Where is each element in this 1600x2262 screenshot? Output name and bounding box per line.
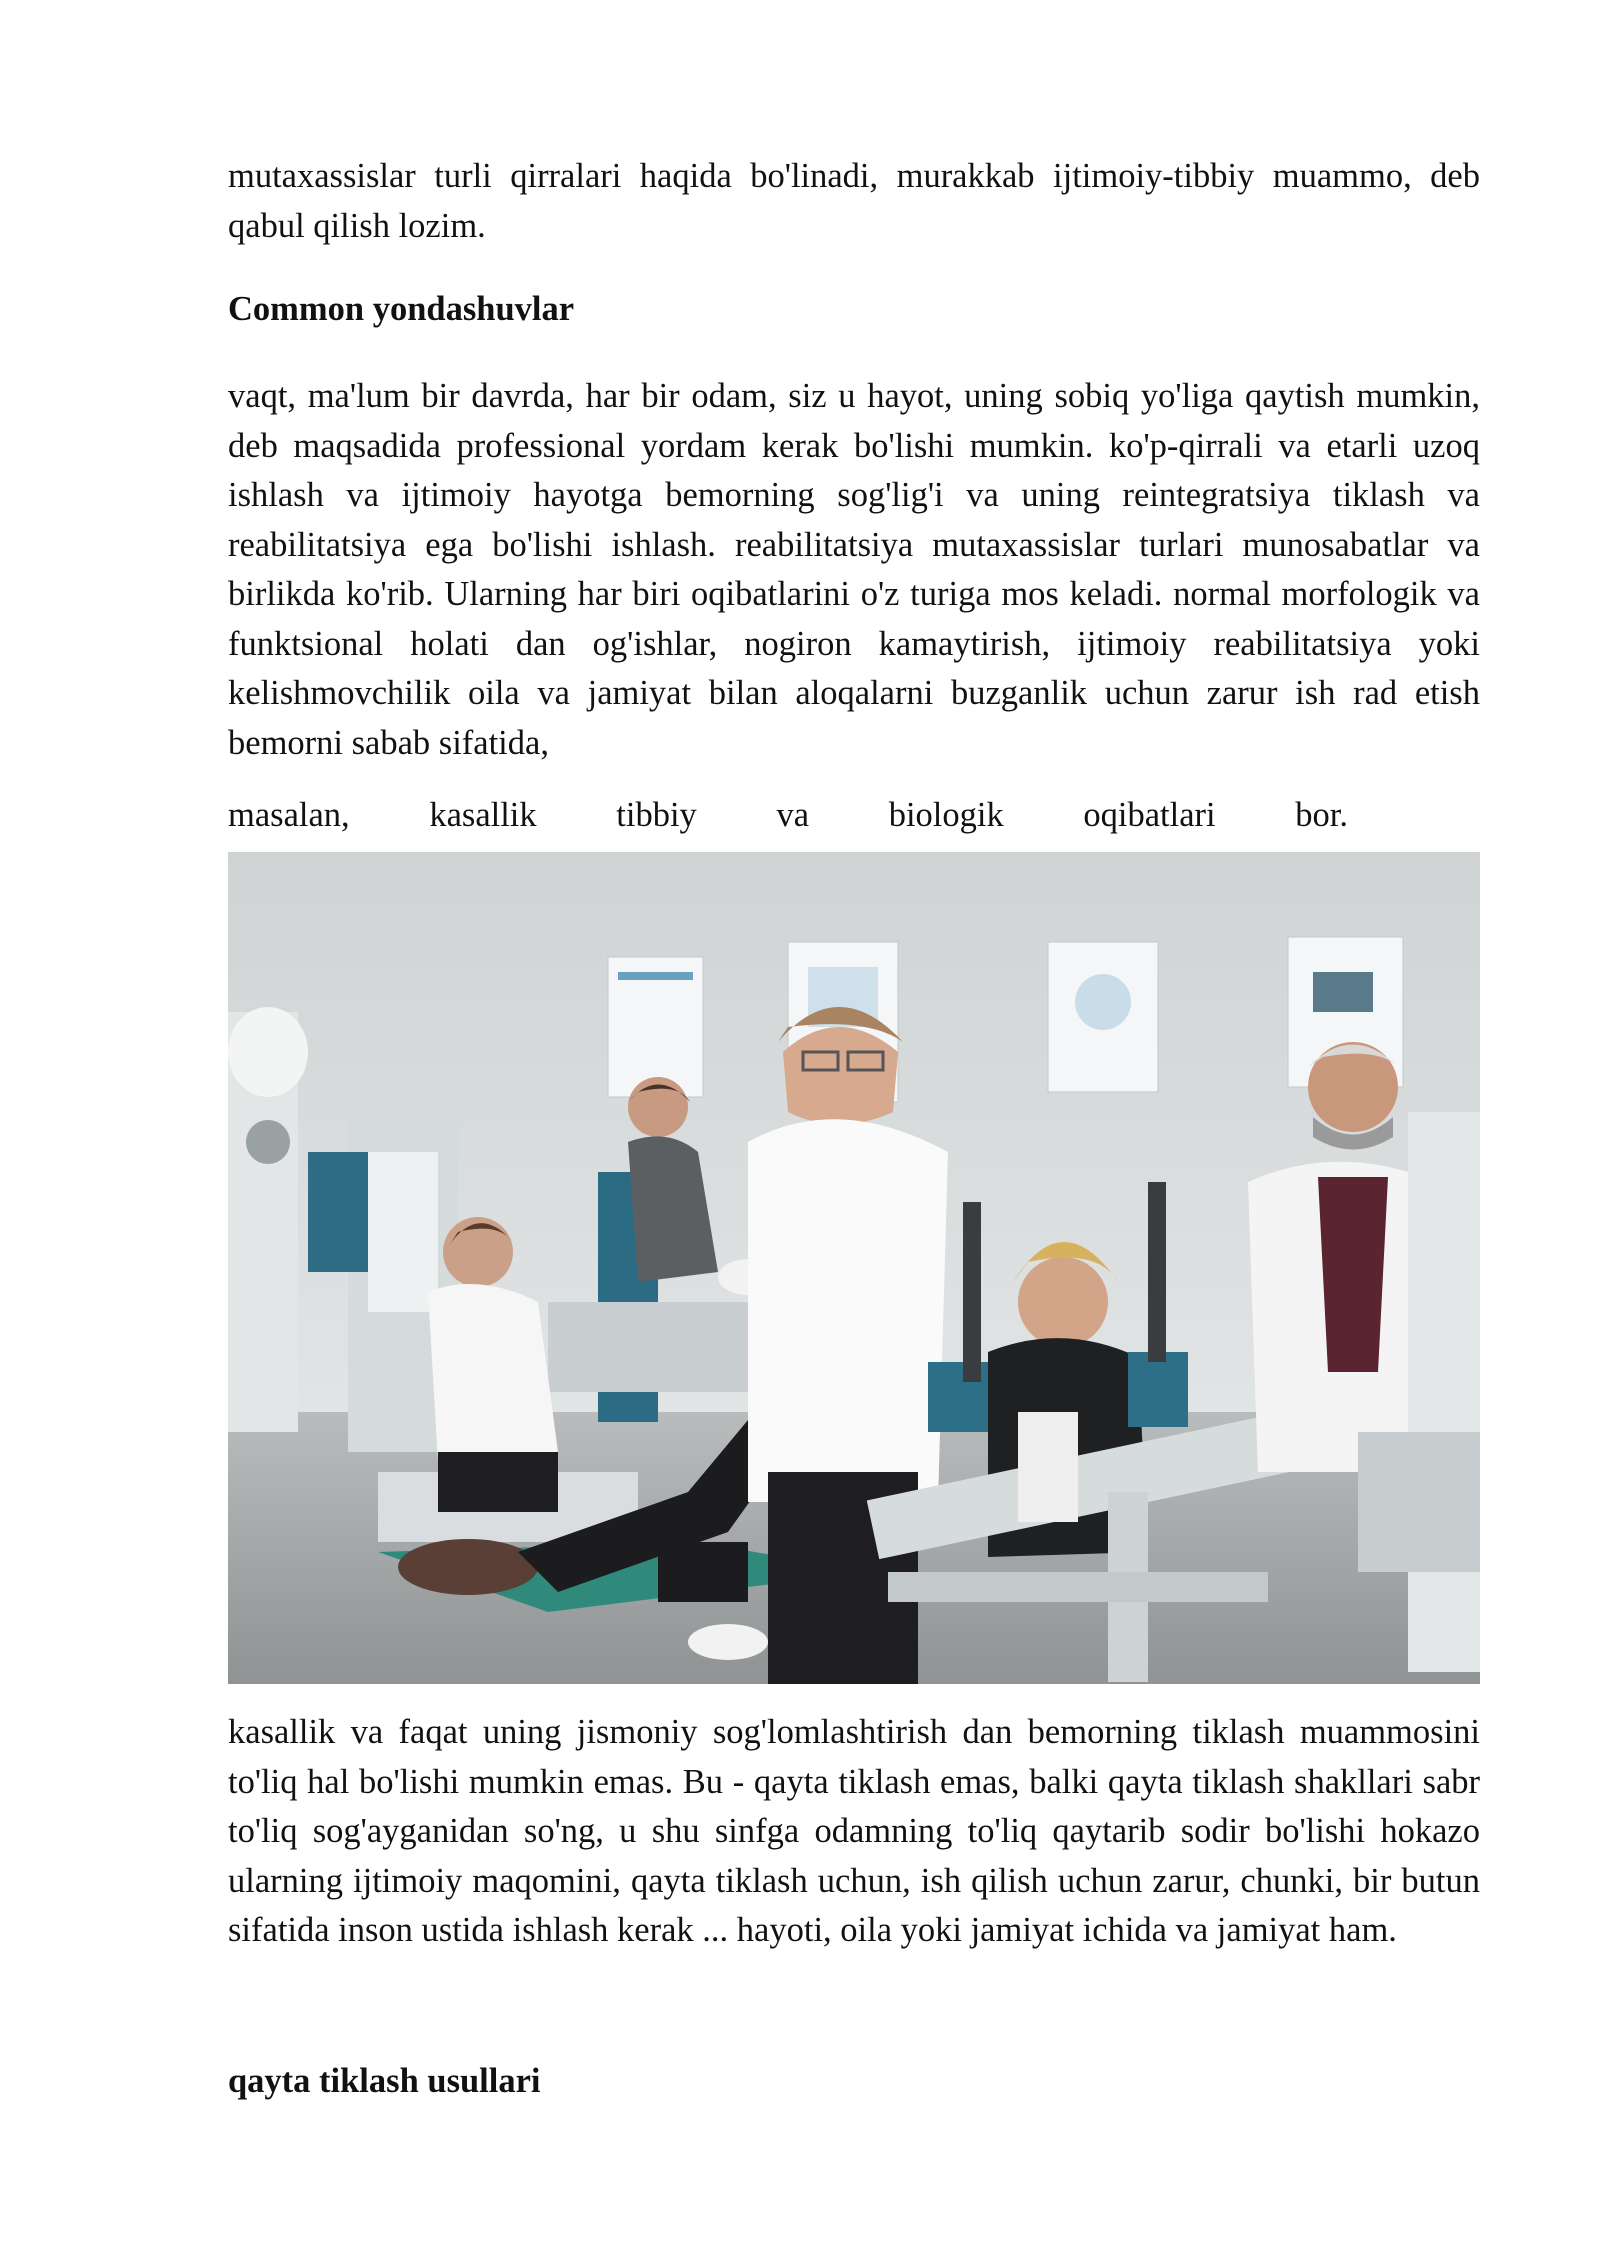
paragraph-conclusion: kasallik va faqat uning jismoniy sog'lomlashtirish dan bemorning tiklash muammosini to'liq hal bo'lishi mumkin emas. Bu - qayta tiklash emas, balki qayta tiklash shakllari sabr to'liq sog'ayganidan so'ng, u shu sinfga odamning to'liq qaytarib sodir bo'lishi hokazo ularning ijtimoiy maqomini, qayta tiklash uchun, ish qilish uchun zarur, chunki, bir butun sifatida inson ustida ishlash kerak ... hayoti, oila yoki jamiyat ichida va jamiyat ham.: [228, 1713, 1480, 1949]
word: bor.: [1295, 796, 1348, 834]
word: kasallik: [429, 796, 537, 834]
word: va: [776, 796, 810, 834]
word: tibbiy: [616, 796, 697, 834]
word: biologik: [888, 796, 1004, 834]
word: masalan,: [228, 796, 350, 834]
heading-recovery-methods: qayta tiklash usullari: [228, 2062, 541, 2100]
paragraph-main-last-line: [228, 796, 1348, 835]
word: oqibatlari: [1083, 796, 1216, 834]
paragraph-intro: mutaxassislar turli qirralari haqida bo'linadi, murakkab ijtimoiy-tibbiy muammo, deb qabul qilish lozim.: [228, 157, 1480, 245]
heading-common-approaches: Common yondashuvlar: [228, 290, 575, 328]
rehabilitation-photo: [228, 852, 1480, 1684]
rehabilitation-gym-illustration: [228, 852, 1480, 1684]
paragraph-main: vaqt, ma'lum bir davrda, har bir odam, siz u hayot, uning sobiq yo'liga qaytish mumkin, deb maqsadida professional yordam kerak bo'lishi mumkin. ko'p-qirrali va etarli uzoq ishlash va ijtimoiy hayotga bemorning sog'lig'i va uning reintegratsiya tiklash va reabilitatsiya ega bo'lishi ishlash. reabilitatsiya mutaxassislar turlari munosabatlar va birlikda ko'rib. Ularning har biri oqibatlarini o'z turiga mos keladi. normal morfologik va funktsional holati dan og'ishlar, nogiron kamaytirish, ijtimoiy reabilitatsiya yoki kelishmovchilik oila va jamiyat bilan aloqalarni buzganlik uchun zarur ish rad etish bemorni sabab sifatida,: [228, 377, 1480, 762]
